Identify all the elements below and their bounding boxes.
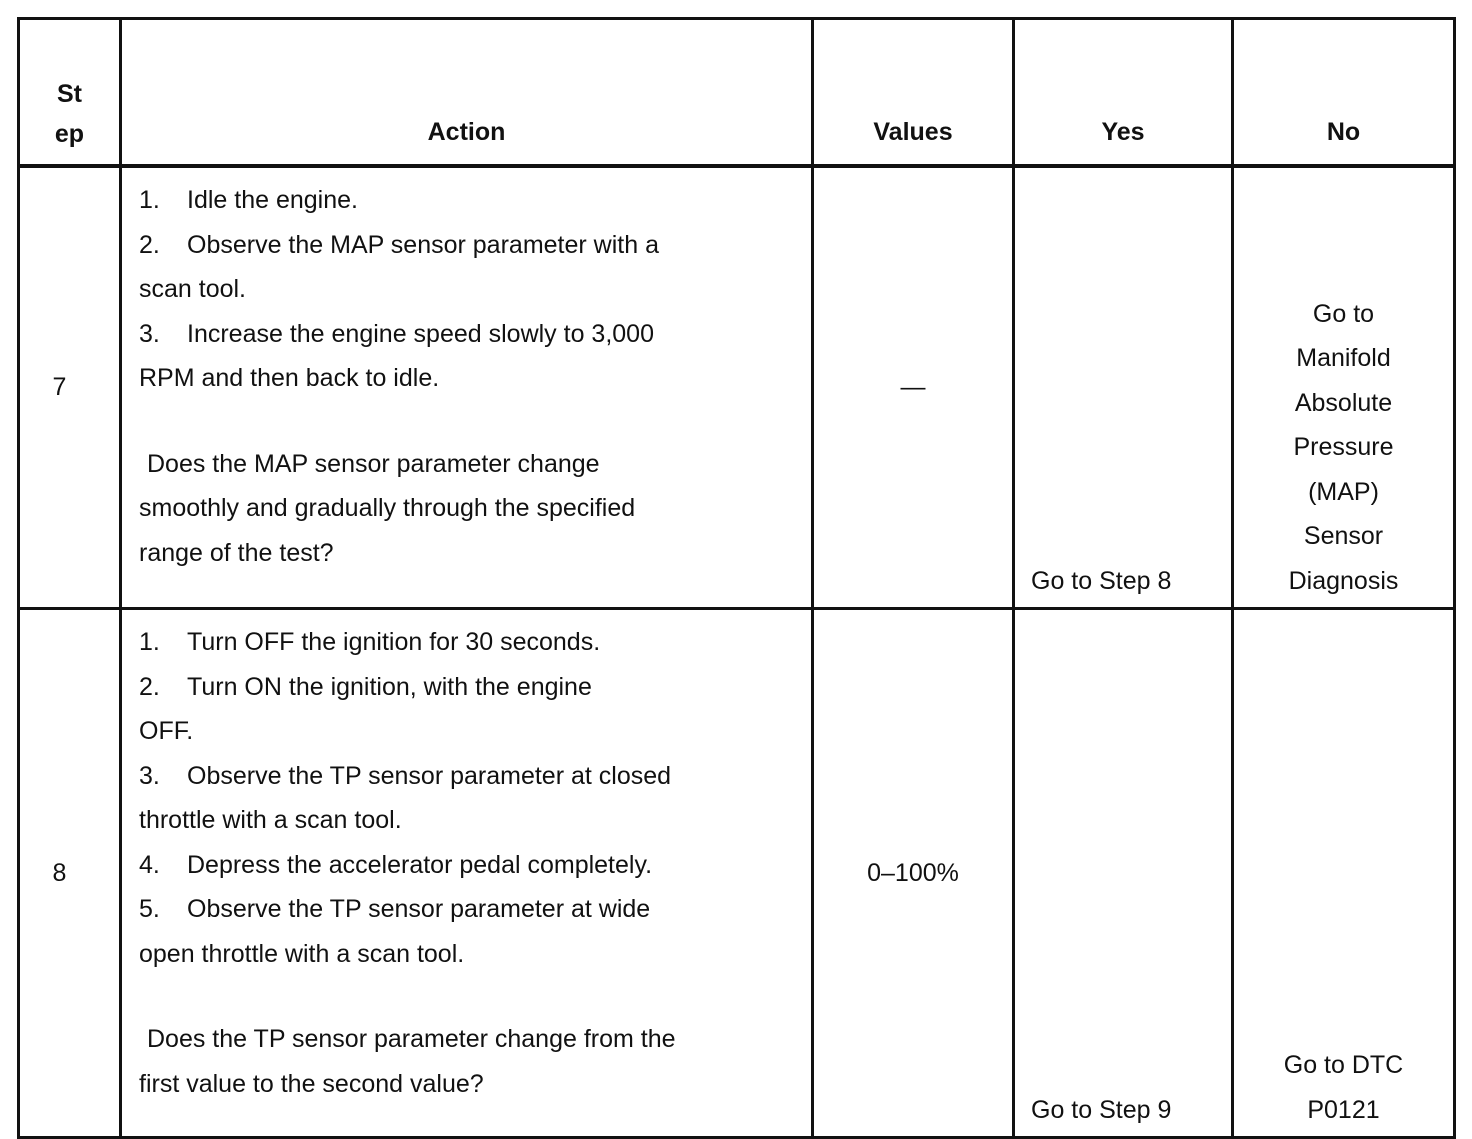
action-item: [139, 887, 795, 932]
action-item-number: 2.: [139, 672, 160, 701]
yes-link: Go to Step 9: [1014, 609, 1233, 1138]
action-item-text: Observe the TP sensor parameter at wide: [187, 895, 651, 923]
action-item: [139, 178, 795, 223]
action-item-continuation: OFF.: [139, 717, 194, 745]
no-text-line: Absolute: [1294, 388, 1393, 417]
action-item: [139, 223, 795, 268]
action-item-text: Turn OFF the ignition for 30 seconds.: [187, 628, 601, 656]
action-cell: [121, 609, 813, 1138]
action-item-continuation: scan tool.: [139, 275, 247, 303]
table-row-step-8: [19, 609, 1455, 1138]
diagnostic-table: [17, 17, 1456, 1139]
action-item-number: 5.: [139, 895, 160, 923]
no-text-line: Go to DTC: [1283, 1051, 1404, 1079]
action-item-text: Turn ON the ignition, with the engine: [187, 672, 592, 701]
header-action: Action: [121, 19, 813, 167]
action-item-continuation: RPM and then back to idle.: [139, 364, 440, 392]
action-item-number: 4.: [139, 850, 160, 879]
step-number: 7: [19, 166, 121, 609]
spacer: [139, 976, 795, 1017]
no-text-line: (MAP): [1308, 477, 1379, 506]
no-text-line: Sensor: [1303, 522, 1384, 550]
question-text: Does the MAP sensor parameter change: [147, 449, 600, 478]
no-cell: [1233, 609, 1455, 1138]
no-text-line: Diagnosis: [1288, 566, 1399, 595]
question-text-continuation: first value to the second value?: [139, 1069, 484, 1098]
value-cell: 0–100%: [813, 609, 1014, 1138]
action-item: [139, 665, 795, 710]
action-item-text: Observe the TP sensor parameter at closed: [187, 761, 672, 790]
yes-link: Go to Step 8: [1014, 166, 1233, 609]
header-step-line2: ep: [54, 120, 85, 148]
action-item-continuation: throttle with a scan tool.: [139, 806, 402, 834]
action-item: [139, 620, 795, 665]
header-step-line1: St: [57, 80, 82, 108]
no-text-line: Manifold: [1296, 344, 1391, 372]
value-cell: —: [813, 166, 1014, 609]
action-item-number: 1.: [139, 186, 160, 214]
question-text: Does the TP sensor parameter change from the: [147, 1025, 676, 1053]
action-item: [139, 754, 795, 799]
no-text-line: Go to: [1312, 299, 1375, 328]
action-item-text: Depress the accelerator pedal completely.: [187, 850, 653, 879]
table-row-step-7: [19, 166, 1455, 609]
action-item-text: Idle the engine.: [187, 186, 358, 214]
no-cell: [1233, 166, 1455, 609]
spacer: [139, 401, 795, 442]
question-text-continuation: smoothly and gradually through the specified: [139, 494, 636, 522]
action-cell: [121, 166, 813, 609]
action-item-number: 3.: [139, 761, 160, 790]
header-values: Values: [813, 19, 1014, 167]
action-item-continuation: open throttle with a scan tool.: [139, 939, 465, 968]
header-yes: Yes: [1014, 19, 1233, 167]
step-number: 8: [19, 609, 121, 1138]
action-item: [139, 312, 795, 357]
question-text-continuation: range of the test?: [139, 538, 334, 567]
action-item-text: Observe the MAP sensor parameter with a: [187, 230, 659, 259]
action-item-number: 3.: [139, 319, 160, 348]
no-text-line: Pressure: [1293, 433, 1394, 461]
action-item-text: Increase the engine speed slowly to 3,000: [187, 319, 654, 348]
action-item-number: 1.: [139, 628, 160, 656]
no-text-line: P0121: [1307, 1095, 1380, 1124]
header-no: No: [1233, 19, 1455, 167]
action-item: [139, 843, 795, 888]
action-item-number: 2.: [139, 230, 160, 259]
header-step: [19, 19, 121, 167]
header-row: [19, 19, 1455, 167]
